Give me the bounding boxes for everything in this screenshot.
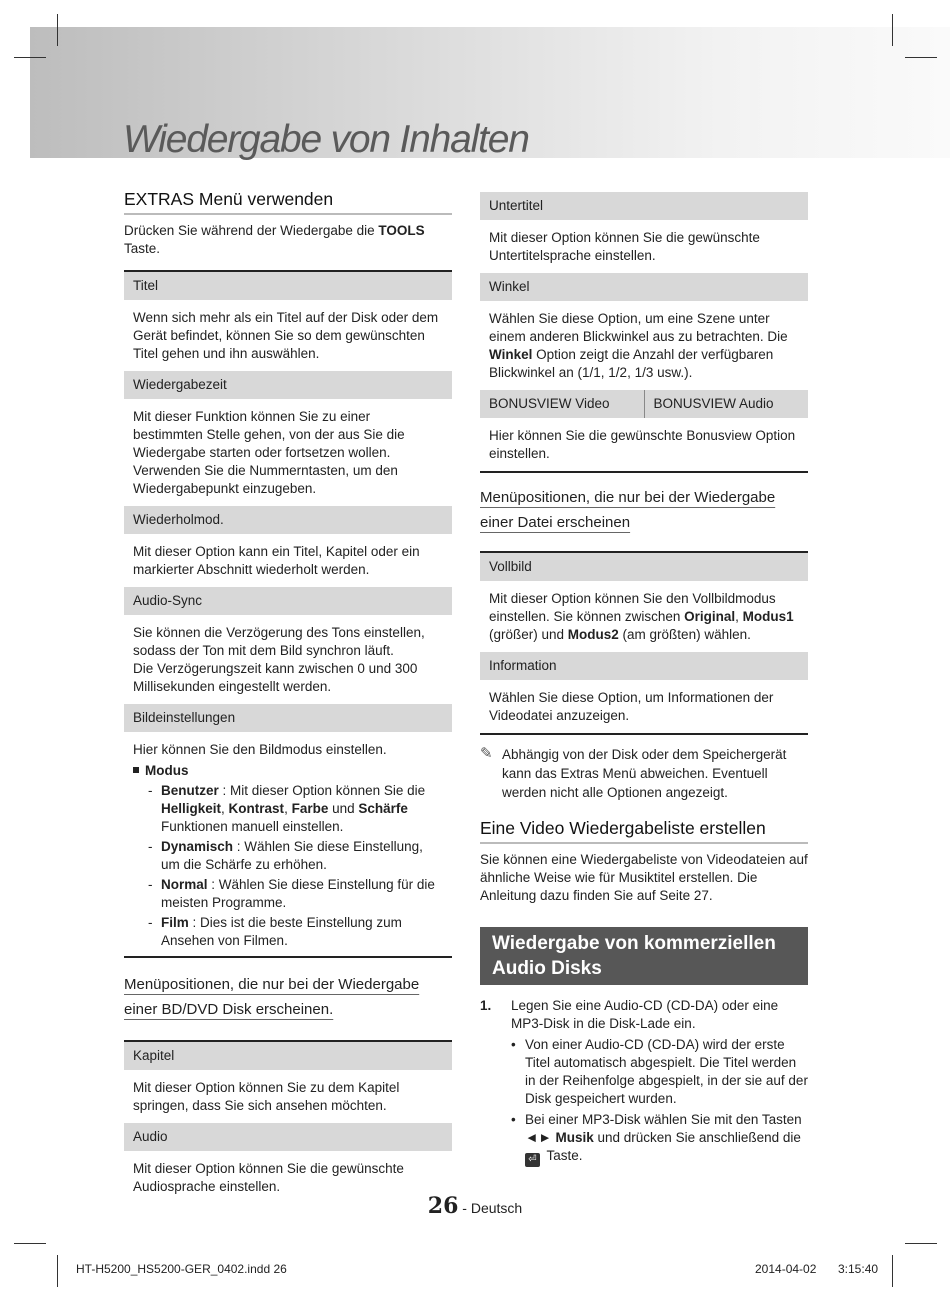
option-body-titel: Wenn sich mehr als ein Titel auf der Disk oder dem Gerät befindet, können Sie so dem gewünschten Titel gehen und ihn auswählen. bbox=[133, 310, 439, 361]
option-body-untertitel: Mit dieser Option können Sie die gewünschte Untertitelsprache einstellen. bbox=[489, 230, 760, 263]
right-column bbox=[480, 192, 808, 1167]
crop-mark bbox=[892, 1255, 893, 1287]
option-body-audio: Mit dieser Option können Sie die gewünschte Audiosprache einstellen. bbox=[133, 1161, 404, 1194]
option-body-bonusview: Hier können Sie die gewünschte Bonusview Option einstellen. bbox=[480, 418, 808, 473]
option-body-kapitel: Mit dieser Option können Sie zu dem Kapitel springen, dass Sie sich ansehen möchten. bbox=[133, 1080, 400, 1113]
crop-mark bbox=[14, 1243, 46, 1244]
page-number-value: 26 bbox=[427, 1193, 459, 1219]
crop-mark bbox=[14, 57, 46, 58]
musik-label: Musik bbox=[555, 1130, 594, 1145]
page-number bbox=[0, 1193, 950, 1219]
datei-heading-line-2: einer Datei erscheinen bbox=[480, 514, 631, 531]
option-body-information: Wählen Sie diese Option, um Informationen der Videodatei anzuzeigen. bbox=[480, 680, 808, 735]
step-1 bbox=[480, 997, 808, 1167]
winkel-text-1: Wählen Sie diese Option, um eine Szene unter einem anderen Blickwinkel aus zu betrachten. Die bbox=[489, 311, 788, 344]
winkel-bold: Winkel bbox=[489, 347, 533, 362]
mode-normal: - Normal : Wählen Sie diese Einstellung für die meisten Programme. bbox=[148, 877, 435, 910]
modus-label: Modus bbox=[145, 763, 189, 778]
dynamisch-label: Dynamisch bbox=[161, 839, 234, 854]
bonusview-audio-label: BONUSVIEW Audio bbox=[653, 396, 774, 411]
option-header-bildeinstellungen: Bildeinstellungen bbox=[124, 704, 452, 732]
footer-file-name: HT-H5200_HS5200-GER_0402.indd 26 bbox=[76, 1262, 287, 1276]
option-header-information: Information bbox=[480, 652, 808, 680]
mode-benutzer: - Benutzer : Mit dieser Option können Sie die Helligkeit, Kontrast, Farbe und Schärfe Funktionen manuell einstellen. bbox=[148, 783, 426, 834]
option-body-wiedergabezeit: Mit dieser Funktion können Sie zu einer bestimmten Stelle gehen, von der aus Sie die Wiedergabe starten oder fortsetzen wollen. Verwenden Sie die Nummerntasten, um den Wiedergabepunkt einzugeben. bbox=[133, 409, 405, 496]
enter-button-icon: ⏎ bbox=[525, 1153, 540, 1167]
crop-mark bbox=[905, 1243, 937, 1244]
step-1-text: Legen Sie eine Audio-CD (CD-DA) oder eine MP3-Disk in die Disk-Lade ein. bbox=[511, 998, 779, 1031]
farbe-label: Farbe bbox=[291, 801, 329, 816]
bd-dvd-heading bbox=[124, 972, 452, 1022]
bd-heading-line-2: einer BD/DVD Disk erscheinen. bbox=[124, 1001, 334, 1018]
benutzer-text-2: Funktionen manuell einstellen. bbox=[161, 819, 344, 834]
benutzer-label: Benutzer bbox=[161, 783, 219, 798]
option-header-audiosync: Audio-Sync bbox=[124, 587, 452, 615]
kontrast-label: Kontrast bbox=[228, 801, 285, 816]
bullet-2-text: Bei einer MP3-Disk wählen Sie mit den Tasten bbox=[525, 1112, 802, 1127]
datei-heading bbox=[480, 485, 808, 535]
audiosync-text-2: Die Verzögerungszeit kann zwischen 0 und 300 Millisekunden eingestellt werden. bbox=[133, 661, 418, 694]
option-body-vollbild bbox=[480, 581, 808, 652]
normal-text: : Wählen Sie diese Einstellung für die meisten Programme. bbox=[161, 877, 435, 910]
intro-text-end: Taste. bbox=[124, 241, 161, 256]
steps-list bbox=[480, 997, 808, 1167]
note-text: Abhängig von der Disk oder dem Speichergerät kann das Extras Menü abweichen. Eventuell werden nicht alle Optionen angezeigt. bbox=[502, 747, 787, 800]
film-text: : Dies ist die beste Einstellung zum Ansehen von Filmen. bbox=[161, 915, 402, 948]
tools-key: TOOLS bbox=[378, 223, 425, 238]
vollbild-text-1: Mit dieser Option können Sie den Vollbildmodus einstellen. Sie können zwischen bbox=[489, 591, 776, 624]
dynamisch-text: : Wählen Sie diese Einstellung, um die Schärfe zu erhöhen. bbox=[161, 839, 423, 872]
film-label: Film bbox=[161, 915, 189, 930]
modus2-label: Modus2 bbox=[567, 627, 619, 642]
option-header-titel: Titel bbox=[124, 270, 452, 300]
extras-intro bbox=[124, 222, 452, 258]
option-header-untertitel: Untertitel bbox=[480, 192, 808, 220]
und-text: und bbox=[328, 801, 359, 816]
square-bullet-icon bbox=[133, 767, 139, 773]
section-title-playlist: Eine Video Wiedergabeliste erstellen bbox=[480, 818, 808, 844]
left-column bbox=[124, 189, 452, 1204]
option-header-wiedergabezeit: Wiedergabezeit bbox=[124, 371, 452, 399]
crop-mark bbox=[905, 57, 937, 58]
winkel-text-2: Option zeigt die Anzahl der verfügbaren Blickwinkel an (1/1, 1/2, 1/3 usw.). bbox=[489, 347, 774, 380]
mode-film: - Film : Dies ist die beste Einstellung zum Ansehen von Filmen. bbox=[148, 915, 402, 948]
bild-text: Hier können Sie den Bildmodus einstellen. bbox=[133, 742, 387, 757]
normal-label: Normal bbox=[161, 877, 208, 892]
arrow-keys-icon: ◄► bbox=[525, 1130, 552, 1145]
option-header-audio: Audio bbox=[124, 1123, 452, 1151]
crop-mark bbox=[57, 14, 58, 46]
option-body-wiederholmod: Mit dieser Option kann ein Titel, Kapitel oder ein markierter Abschnitt wiederholt werden. bbox=[133, 544, 420, 577]
step-1-bullet-1: • Von einer Audio-CD (CD-DA) wird der erste Titel automatisch abgespielt. Die Titel werden in der Reihenfolge abgespielt, in der sie auf der Disk gespeichert wurden. bbox=[511, 1037, 808, 1106]
modus-item bbox=[133, 762, 443, 780]
option-header-wiederholmod: Wiederholmod. bbox=[124, 506, 452, 534]
chapter-title: Wiedergabe von Inhalten bbox=[123, 118, 529, 161]
bd-heading-line-1: Menüpositionen, die nur bei der Wiedergabe bbox=[124, 976, 420, 993]
option-body-audiosync bbox=[124, 615, 452, 704]
playlist-body: Sie können eine Wiedergabeliste von Videodateien auf ähnliche Weise wie für Musiktitel erstellen. Die Anleitung dazu finden Sie auf Seite 27. bbox=[480, 852, 808, 903]
vollbild-text-2: (größer) und bbox=[489, 627, 568, 642]
page-language: - Deutsch bbox=[458, 1200, 523, 1216]
option-body-winkel bbox=[480, 301, 808, 390]
bullet-2-mid: und drücken Sie anschließend die bbox=[593, 1130, 801, 1145]
benutzer-text: : Mit dieser Option können Sie die bbox=[218, 783, 426, 798]
original-label: Original bbox=[684, 609, 736, 624]
option-header-winkel: Winkel bbox=[480, 273, 808, 301]
datei-heading-line-1: Menüpositionen, die nur bei der Wiedergabe bbox=[480, 489, 776, 506]
comma-text: , bbox=[735, 609, 743, 624]
vollbild-text-3: (am größten) wählen. bbox=[618, 627, 751, 642]
option-header-kapitel: Kapitel bbox=[124, 1040, 452, 1070]
intro-text: Drücken Sie während der Wiedergabe die bbox=[124, 223, 379, 238]
footer-date: 2014-04-02 bbox=[755, 1262, 817, 1276]
bonusview-video-label: BONUSVIEW Video bbox=[480, 390, 645, 418]
option-body-bildeinstellungen bbox=[124, 732, 452, 958]
crop-mark bbox=[57, 1255, 58, 1287]
audiosync-text-1: Sie können die Verzögerung des Tons einstellen, sodass der Ton mit dem Bild synchron läuft. bbox=[133, 625, 425, 658]
option-header-vollbild: Vollbild bbox=[480, 551, 808, 581]
footer-time: 3:15:40 bbox=[838, 1262, 879, 1276]
bullet-2-end: Taste. bbox=[543, 1148, 583, 1163]
section-title-extras: EXTRAS Menü verwenden bbox=[124, 189, 452, 215]
helligkeit-label: Helligkeit bbox=[161, 801, 222, 816]
section-title-commercial: Wiedergabe von kommerziellen Audio Disks bbox=[480, 927, 808, 985]
step-1-bullet-2: • Bei einer MP3-Disk wählen Sie mit den Tasten ◄► Musik und drücken Sie anschließend die ⏎ Taste. bbox=[511, 1112, 802, 1165]
modus1-label: Modus1 bbox=[742, 609, 794, 624]
mode-dynamisch: - Dynamisch : Wählen Sie diese Einstellung, um die Schärfe zu erhöhen. bbox=[148, 839, 423, 872]
step-number: 1. bbox=[480, 998, 492, 1013]
schaerfe-label: Schärfe bbox=[358, 801, 408, 816]
pencil-note-icon: ✎ bbox=[480, 745, 493, 762]
bullet-1-text: Von einer Audio-CD (CD-DA) wird der erste Titel automatisch abgespielt. Die Titel werden in der Reihenfolge abgespielt, in der sie auf der Disk gespeichert wurden. bbox=[525, 1037, 808, 1106]
bonusview-header bbox=[480, 390, 808, 418]
note bbox=[480, 735, 808, 802]
crop-mark bbox=[892, 14, 893, 46]
